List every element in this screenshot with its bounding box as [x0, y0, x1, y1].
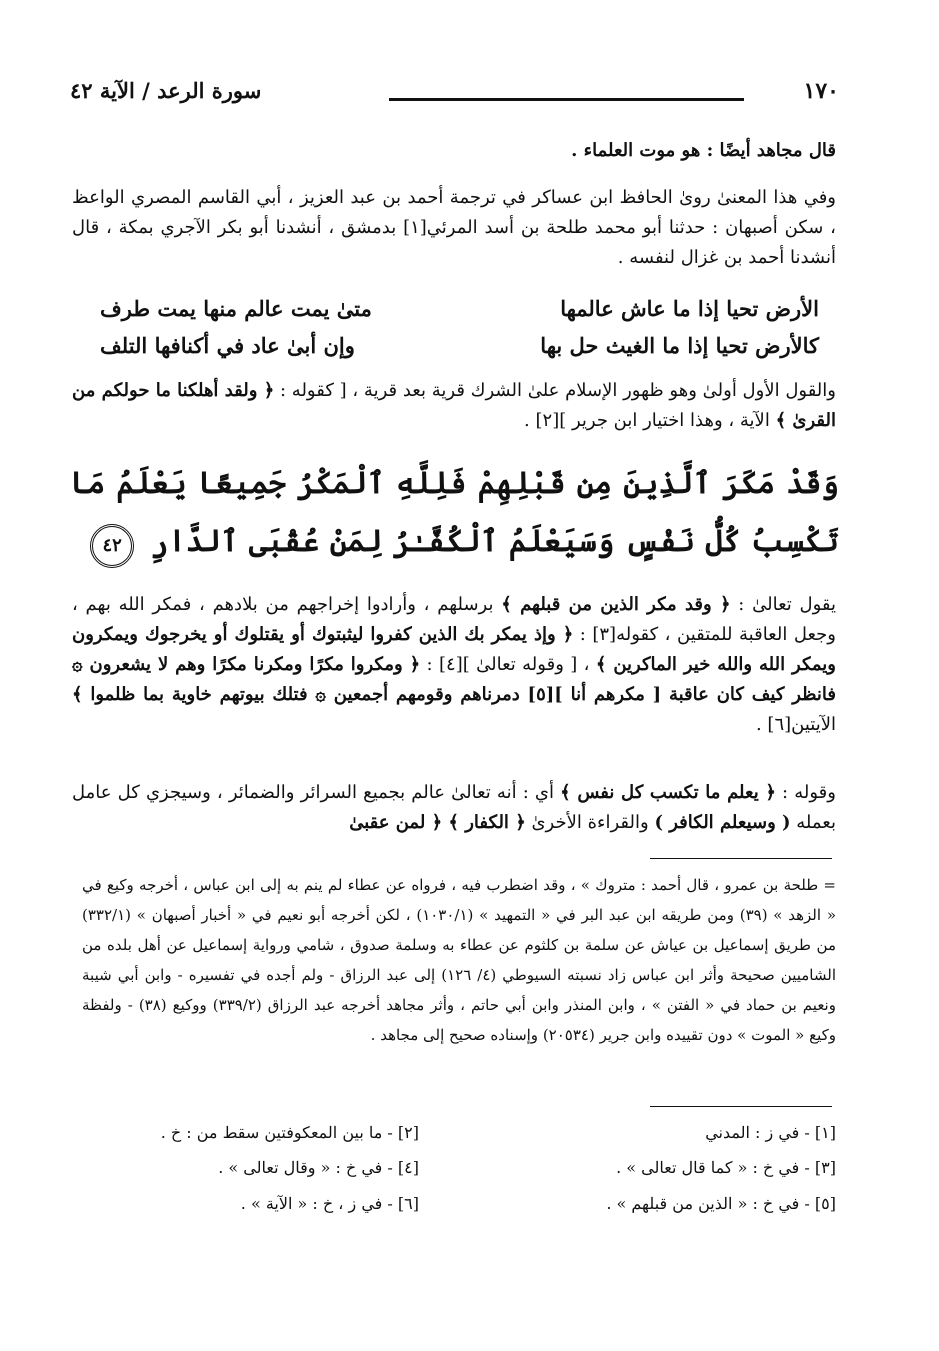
- quote-run: ﴿ وقد مكر الذين من قبلهم ﴾: [501, 594, 731, 615]
- quran-verse: [70, 455, 839, 571]
- footnote-number: [٢]: [397, 1123, 419, 1142]
- poem-hemistich: الأرض تحيا إذا ما عاش عالمها: [560, 296, 819, 321]
- footnote-text: - في خ : « الذين من قبلهم » .: [606, 1194, 810, 1213]
- footnote: [606, 1194, 836, 1213]
- continued-footnote: = طلحة بن عمرو ، قال أحمد : متروك » ، وقد اضطرب فيه ، فرواه عن عطاء لم ينم به إلى ابن عباس ، أخرجه وكيع في « الزهد » (٣٩) ومن طريقه ابن عبد البر في « التمهيد » (١٠٣٠/١) ، لكن أخرجه أبو نعيم في « أخبار أصبهان » (٣٣٢/١) من طريق إسماعيل بن عياش عن سلمة بن كلثوم عن عطاء به وسلمة صدوق ، شامي ورواية إسماعيل عن أهل بلده من الشاميين صحيحة وأثر ابن عباس زاد نسبته السيوطي (٤/ ١٢٦) إلى عبد الرزاق - ولم أجده في تفسيره - وابن أبي شيبة ونعيم بن حماد في « الفتن » ، وابن المنذر وابن أبي حاتم ، وأثر مجاهد أخرجه عبد الرزاق (٣٣٩/٢) ووكيع (٣٨) - ولفظة وكيع « الموت » دون تقييده وابن جرير (٢٠٥٣٤) وإسناده صحيح إلى مجاهد .: [82, 876, 836, 1044]
- ayah-number-marker: ٤٢: [90, 524, 134, 568]
- footnote-text: - في خ : « وقال تعالى » .: [218, 1158, 393, 1177]
- poem-line-1: [100, 296, 819, 330]
- footnote-separator: [650, 1106, 832, 1107]
- footnote: [241, 1194, 419, 1213]
- footnote-text: - ما بين المعكوفتين سقط من : خ .: [160, 1123, 393, 1142]
- footnote-text: - في ز : المدني: [705, 1123, 810, 1142]
- text-run: الآيتين[٦] .: [755, 714, 836, 735]
- footnote: [705, 1123, 836, 1142]
- footnote-text: - في خ : « كما قال تعالى » .: [616, 1158, 810, 1177]
- text-run: برسلهم ، وأرادوا إخراجهم من بلادهم ، فمكر الله بهم ، وجعل العاقبة للمتقين ، كقوله[٣] :: [72, 594, 836, 645]
- footnote-number: [١]: [814, 1123, 836, 1142]
- footnote-text: - في ز ، خ : « الآية » .: [240, 1194, 393, 1213]
- text-run: ، [ وقوله تعالىٰ ][٤] :: [420, 654, 596, 675]
- paragraph-5: [72, 778, 836, 838]
- quote-run: ﴿ ومكروا مكرًا ومكرنا مكرًا وهم لا يشعرون ۞ فانظر كيف كان عاقبة [ مكرهم أنا ][٥] دمرناهم وقومهم أجمعين ۞ فتلك بيوتهم خاوية بما ظلموا ﴾: [72, 654, 836, 705]
- text-run: يقول تعالىٰ :: [730, 594, 837, 615]
- page-number: ١٧٠: [803, 78, 839, 104]
- poem-line-2: [100, 333, 819, 367]
- quote-run: ﴿ الكفار ﴾ ﴿ لمن عقبىٰ: [349, 812, 526, 833]
- footnote-number: [٦]: [397, 1194, 419, 1213]
- footnote-separator: [650, 858, 832, 859]
- paragraph-1: قال مجاهد أيضًا : هو موت العلماء .: [571, 140, 836, 161]
- quote-run: ﴿ ولقد أهلكنا ما حولكم من القرىٰ ﴾: [72, 380, 836, 431]
- footnote-number: [٥]: [814, 1194, 836, 1213]
- quote-run: ( وسيعلم الكافر ): [654, 812, 791, 833]
- header-rule: [389, 98, 744, 101]
- quote-run: ﴿ وإذ يمكر بك الذين كفروا ليثبتوك أو يقتلوك أو يخرجوك ويمكرون ويمكر الله والله خير الماكرين ﴾: [72, 624, 836, 675]
- poem-hemistich: وإن أبىٰ عاد في أكنافها التلف: [100, 333, 355, 358]
- footnote-number: [٤]: [397, 1158, 419, 1177]
- quote-run: ﴿ يعلم ما تكسب كل نفس ﴾: [560, 782, 776, 803]
- poem-hemistich: كالأرض تحيا إذا ما الغيث حل بها: [540, 333, 819, 358]
- verse-text: وَقَدْ مَكَرَ ٱلَّذِينَ مِن قَبْلِهِمْ فَلِلَّهِ ٱلْمَكْرُ جَمِيعًا يَعْلَمُ مَا تَكْسِبُ كُلُّ نَفْسٍ وَسَيَعْلَمُ ٱلْكُفَّـٰرُ لِمَنْ عُقْبَى ٱلدَّارِ: [70, 466, 839, 559]
- paragraph-2: وفي هذا المعنىٰ روىٰ الحافظ ابن عساكر في ترجمة أحمد بن عبد العزيز ، أبي القاسم المصري الواعظ ، سكن أصبهان : حدثنا أبو محمد طلحة بن أسد المرئي[١] بدمشق ، أنشدنا أبو بكر الآجري بمكة ، قال أنشدنا أحمد بن غزال لنفسه .: [72, 187, 836, 268]
- text-run: وقوله :: [775, 782, 836, 803]
- poem-hemistich: متىٰ يمت عالم منها يمت طرف: [100, 296, 372, 321]
- text-run: أي : أنه تعالىٰ عالم بجميع السرائر والضمائر ، وسيجزي كل عامل بعمله: [72, 782, 836, 833]
- text-run: والقراءة الأخرىٰ: [525, 812, 655, 833]
- paragraph-3: [72, 376, 836, 436]
- footnote: [616, 1158, 836, 1177]
- footnote: [218, 1158, 419, 1177]
- text-run: الآية ، وهذا اختيار ابن جرير ][٢] .: [524, 410, 770, 431]
- surah-title: سورة الرعد / الآية ٤٢: [70, 78, 262, 103]
- paragraph-4: [72, 590, 836, 740]
- text-run: والقول الأول أولىٰ وهو ظهور الإسلام علىٰ الشرك قرية بعد قرية ، [ كقوله :: [280, 380, 836, 401]
- footnote: [161, 1123, 419, 1142]
- page-header: [70, 78, 839, 108]
- footnote-number: [٣]: [814, 1158, 836, 1177]
